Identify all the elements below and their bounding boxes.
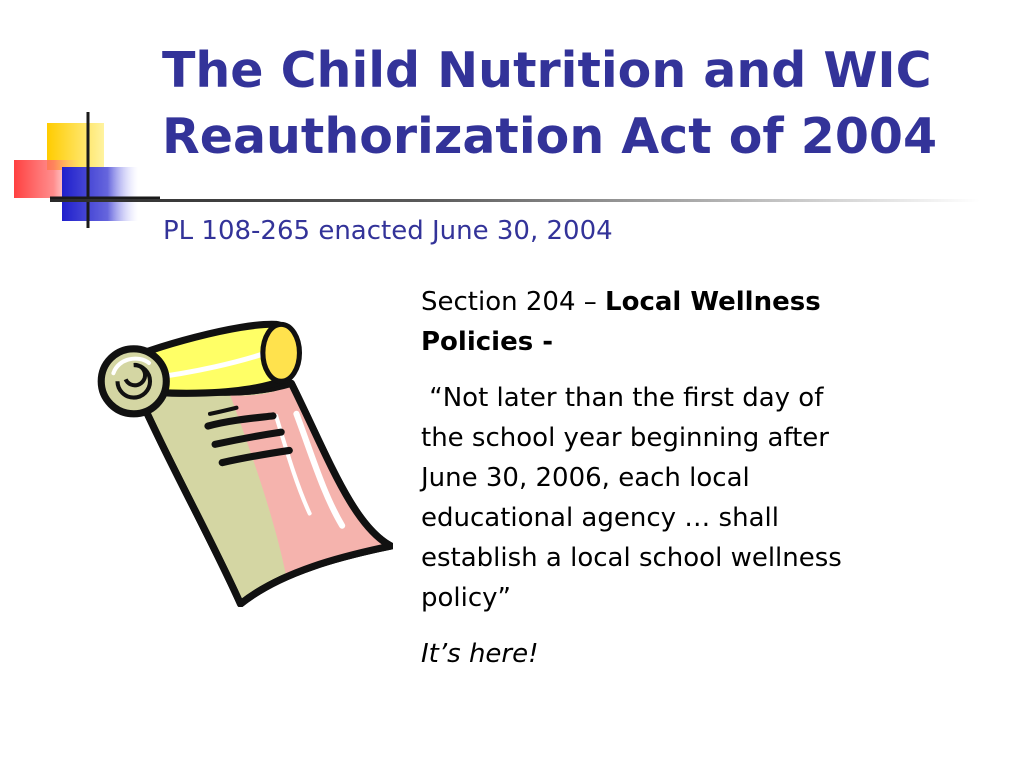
slide-subtitle: PL 108-265 enacted June 30, 2004: [163, 216, 613, 246]
slide-title-line: Reauthorization Act of 2004: [162, 108, 938, 165]
scroll-document-icon: [88, 302, 393, 607]
section-prefix: Section 204 –: [421, 287, 606, 317]
quote-paragraph: [421, 378, 1011, 618]
quote-line: policy”: [421, 583, 512, 613]
body-text: [421, 282, 1011, 690]
section-heading-line: Policies -: [421, 327, 554, 357]
quote-line: the school year beginning after: [421, 423, 829, 453]
closing-text: It’s here!: [421, 639, 539, 669]
corner-decoration: [0, 0, 160, 240]
quote-line: establish a local school wellness: [421, 543, 842, 573]
slide-title-line: The Child Nutrition and WIC: [162, 42, 932, 99]
section-heading: [421, 282, 1011, 362]
section-heading-line: Local Wellness: [605, 287, 821, 317]
quote-line: “Not later than the first day of: [429, 383, 824, 413]
title-divider: [50, 199, 980, 202]
quote-line: June 30, 2006, each local: [421, 463, 750, 493]
quote-line: educational agency … shall: [421, 503, 779, 533]
slide-title: [162, 38, 1002, 170]
